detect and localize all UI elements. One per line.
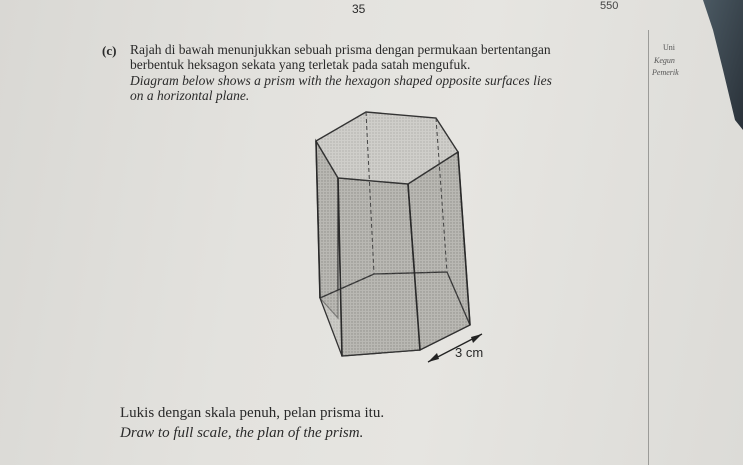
paper-code: 550	[600, 0, 619, 12]
dimension-label: 3 cm	[455, 345, 484, 360]
question-english-line2: on a horizontal plane.	[130, 88, 250, 103]
question-malay-line1: Rajah di bawah menunjukkan sebuah prisma dengan permukaan bertentangan	[130, 42, 551, 57]
question-label: (c)	[102, 43, 117, 58]
instruction-malay: Lukis dengan skala penuh, pelan prisma itu.	[120, 405, 385, 421]
margin-kegunaan-text: Kegun	[654, 56, 675, 65]
margin-pemeriksa-text: Pemerik	[652, 68, 679, 77]
question-english-line1: Diagram below shows a prism with the hexagon shaped opposite surfaces lies	[130, 73, 552, 88]
page-number: 35	[352, 2, 366, 16]
margin-unit-text: Uni	[663, 43, 675, 52]
question-malay-line2: berbentuk heksagon sekata yang terletak pada satah mengufuk.	[130, 57, 471, 72]
instruction-english: Draw to full scale, the plan of the prism.	[120, 425, 364, 441]
